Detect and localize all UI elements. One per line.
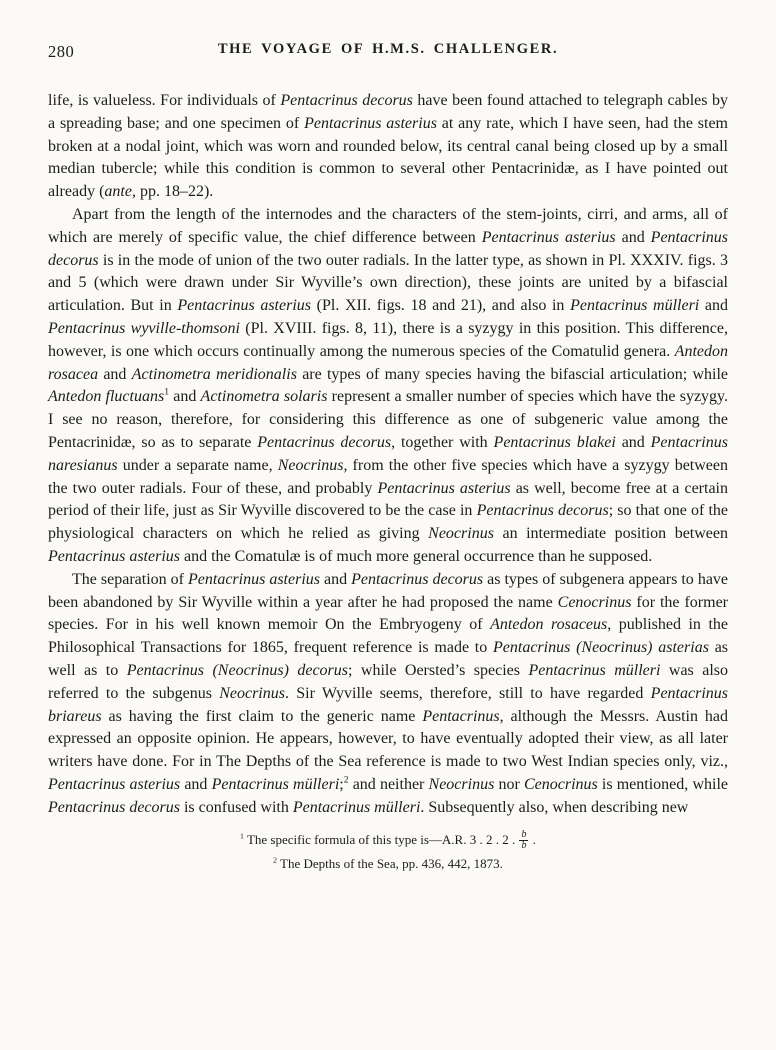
footnote-reference: 1 xyxy=(164,387,169,399)
footnote-reference: 2 xyxy=(273,855,278,865)
page-header xyxy=(48,40,728,64)
footnote-reference: 2 xyxy=(343,774,349,786)
footnote-2: $^2$ The Depths of the Sea, pp. 436, 442, 1873. xyxy=(273,855,503,871)
footnote-1: $^1$ The specific formula of this type is—A.R. 3 . 2 . 2 . $\frac{b}{b}$ . xyxy=(240,828,536,852)
paragraph-1: life, is valueless. For individuals of Pentacrinus decorus have been found attached to telegraph cables by a spreading base; and one specimen of Pentacrinus asterius at any rate, which I have seen, had the stem broken at a nodal joint, which was worn and rounded below, its central canal being closed up by a small median tubercle; while this condition is common to several other Pentacrinidæ, as I have pointed out already (ante, pp. 18–22). xyxy=(48,92,728,201)
paragraph-3: The separation of Pentacrinus asterius and Pentacrinus decorus as types of subgenera appears to have been abandoned by Sir Wyville within a year after he had proposed the name Cenocrinus for the former species. For in his well known memoir On the Embryogeny of Antedon rosaceus, published in the Philosophical Transactions for 1865, frequent reference is made to Pentacrinus (Neocrinus) asterias as well as to Pentacrinus (Neocrinus) decorus; while Oersted’s species Pentacrinus mülleri was also referred to the subgenus Neocrinus. Sir Wyville seems, therefore, still to have regarded Pentacrinus briareus as having the first claim to the generic name Pentacrinus, although the Messrs. Austin had expressed an opposite opinion. He appears, however, to have eventually adopted their view, as all later writers have done. For in The Depths of the Sea reference is made to two West Indian species only, viz., Pentacrinus asterius and Pentacrinus mülleri;$^2$ and neither Neocrinus nor Cenocrinus is mentioned, while Pentacrinus decorus is confused with Pentacrinus mülleri. Subsequently also, when describing new xyxy=(48,570,729,816)
running-title: THE VOYAGE OF H.M.S. CHALLENGER. xyxy=(217,41,559,57)
footnotes xyxy=(48,830,728,874)
page-number: 280 xyxy=(48,42,75,61)
page-body xyxy=(48,90,728,820)
fraction: $\frac{b}{b}$ xyxy=(521,828,527,852)
paragraph-2: Apart from the length of the internodes and the characters of the stem-joints, cirri, and arms, all of which are merely of specific value, the chief difference between Pentacrinus asterius and Pentacrinus decorus is in the mode of union of the two outer radials. In the latter type, as shown in Pl. XXXIV. figs. 3 and 5 (which were drawn under Sir Wyville’s own direction), these joints are united by a bifascial articulation. But in Pentacrinus asterius (Pl. XII. figs. 18 and 21), and also in Pentacrinus mülleri and Pentacrinus wyville-thomsoni (Pl. XVIII. figs. 8, 11), there is a syzygy in this position. This difference, however, is one which occurs continually among the numerous species of the Comatulid genera. Antedon rosacea and Actinometra meridionalis are types of many species having the bifascial articulation; while Antedon fluctuans$^1$ and Actinometra solaris represent a smaller number of species which have the syzygy. I see no reason, therefore, for considering this difference as one of subgeneric value among the Pentacrinidæ, so as to separate Pentacrinus decorus, together with Pentacrinus blakei and Pentacrinus naresianus under a separate name, Neocrinus, from the other five species which have a syzygy between the two outer radials. Four of these, and probably Pentacrinus asterius as well, become free at a certain period of their life, just as Sir Wyville discovered to be the case in Pentacrinus decorus; so that one of the physiological characters on which he relied as giving Neocrinus an intermediate position between Pentacrinus asterius and the Comatulæ is of much more general occurrence than he supposed. xyxy=(48,205,729,565)
footnote-reference: 1 xyxy=(240,831,244,841)
